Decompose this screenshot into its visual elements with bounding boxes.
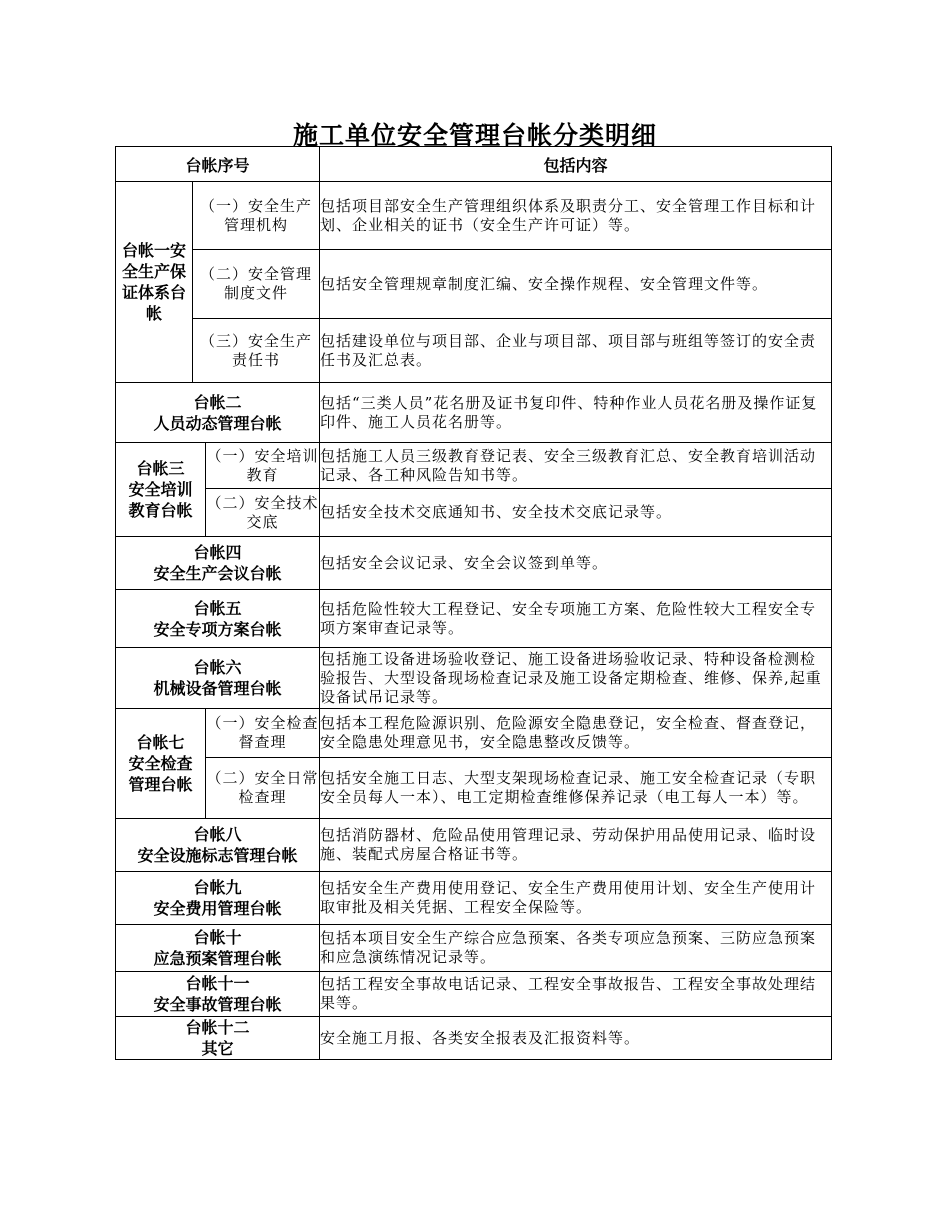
ledger-9-name: 安全费用管理台帐 <box>153 899 282 918</box>
header-contents: 包括内容 <box>320 147 832 182</box>
ledger-2-number: 台帐二 <box>193 392 242 412</box>
table-row <box>116 250 832 319</box>
table-row <box>116 443 832 489</box>
table-header-row <box>116 147 832 182</box>
ledger-3-name-line-1: 安全培训 <box>128 480 193 499</box>
ledger-11-name: 安全事故管理台帐 <box>153 995 282 1014</box>
ledger-7-name-line-1: 安全检查 <box>128 754 193 773</box>
ledger-10-number: 台帐十 <box>193 928 242 947</box>
ledger-12-number: 台帐十二 <box>185 1018 250 1037</box>
ledger-2-label <box>116 383 320 443</box>
table-row <box>116 182 832 250</box>
ledger-7-name-line-2: 管理台帐 <box>128 775 193 794</box>
ledger-12-content: 安全施工月报、各类安全报表及汇报资料等。 <box>320 1017 832 1060</box>
ledger-6-number: 台帐六 <box>193 658 242 677</box>
ledger-7-label <box>116 709 206 819</box>
table-row <box>116 383 832 443</box>
ledger-1-sub-2-content: 包括安全管理规章制度汇编、安全操作规程、安全管理文件等。 <box>320 250 832 319</box>
ledger-8-number: 台帐八 <box>193 825 242 844</box>
ledger-7-sub-1-content: 包括本工程危险源识别、危险源安全隐患登记，安全检查、督查登记，安全隐患处理意见书，安全隐患整改反馈等。 <box>320 709 832 758</box>
ledger-10-content: 包括本项目安全生产综合应急预案、各类专项应急预案、三防应急预案和应急演练情况记录等。 <box>320 925 832 972</box>
ledger-3-name-line-2: 教育台帐 <box>128 501 193 520</box>
ledger-4-content: 包括安全会议记录、安全会议签到单等。 <box>320 537 832 590</box>
ledger-1-name: 台帐一安全生产保证体系台帐 <box>116 182 193 383</box>
table-row <box>116 319 832 383</box>
ledger-10-label <box>116 925 320 972</box>
ledger-4-label <box>116 537 320 590</box>
ledger-5-content: 包括危险性较大工程登记、安全专项施工方案、危险性较大工程安全专项方案审查记录等。 <box>320 590 832 648</box>
ledger-1-sub-3-content: 包括建设单位与项目部、企业与项目部、项目部与班组等签订的安全责任书及汇总表。 <box>320 319 832 383</box>
table-row <box>116 872 832 925</box>
ledger-3-sub-2-content: 包括安全技术交底通知书、安全技术交底记录等。 <box>320 489 832 537</box>
table-row <box>116 758 832 819</box>
table-row <box>116 709 832 758</box>
table-row <box>116 925 832 972</box>
ledger-10-name: 应急预案管理台帐 <box>153 949 282 968</box>
table-row <box>116 972 832 1017</box>
table-row <box>116 648 832 709</box>
ledger-7-sub-1: （一）安全检查督查理 <box>206 709 320 758</box>
ledger-3-sub-1-content: 包括施工人员三级教育登记表、安全三级教育汇总、安全教育培训活动记录、各工种风险告知书等。 <box>320 443 832 489</box>
ledger-3-sub-2: （二）安全技术交底 <box>206 489 320 537</box>
ledger-2-content: 包括“三类人员”花名册及证书复印件、特种作业人员花名册及操作证复印件、施工人员花名册等。 <box>320 383 832 443</box>
ledger-12-name: 其它 <box>201 1039 234 1058</box>
ledger-3-number: 台帐三 <box>136 459 185 478</box>
ledger-11-content: 包括工程安全事故电话记录、工程安全事故报告、工程安全事故处理结果等。 <box>320 972 832 1017</box>
table-row <box>116 590 832 648</box>
ledger-7-sub-2: （二）安全日常检查理 <box>206 758 320 819</box>
ledger-1-sub-1: （一）安全生产管理机构 <box>193 182 320 250</box>
ledger-9-content: 包括安全生产费用使用登记、安全生产费用使用计划、安全生产使用计取审批及相关凭据、工程安全保险等。 <box>320 872 832 925</box>
ledger-4-name: 安全生产会议台帐 <box>153 564 282 583</box>
header-ledger-number: 台帐序号 <box>116 147 320 182</box>
ledger-1-sub-3: （三）安全生产责任书 <box>193 319 320 383</box>
ledger-8-content: 包括消防器材、危险品使用管理记录、劳动保护用品使用记录、临时设施、装配式房屋合格证书等。 <box>320 819 832 872</box>
ledger-table <box>115 146 832 1060</box>
ledger-11-number: 台帐十一 <box>185 974 250 993</box>
table-row <box>116 1017 832 1060</box>
ledger-4-number: 台帐四 <box>193 543 242 562</box>
ledger-5-number: 台帐五 <box>193 598 242 618</box>
table-row <box>116 819 832 872</box>
ledger-5-name: 安全专项方案台帐 <box>153 619 282 639</box>
ledger-7-sub-2-content: 包括安全施工日志、大型支架现场检查记录、施工安全检查记录（专职安全员每人一本）、电工定期检查维修保养记录（电工每人一本）等。 <box>320 758 832 819</box>
ledger-1-sub-1-content: 包括项目部安全生产管理组织体系及职责分工、安全管理工作目标和计划、企业相关的证书（安全生产许可证）等。 <box>320 182 832 250</box>
document-title: 施工单位安全管理台帐分类明细 <box>292 121 657 150</box>
ledger-1-sub-2: （二）安全管理制度文件 <box>193 250 320 319</box>
ledger-6-content: 包括施工设备进场验收登记、施工设备进场验收记录、特种设备检测检验报告、大型设备现场检查记录及施工设备定期检查、维修、保养,起重设备试吊记录等。 <box>320 648 832 709</box>
ledger-11-label <box>116 972 320 1017</box>
ledger-7-number: 台帐七 <box>136 733 185 752</box>
table-row <box>116 537 832 590</box>
ledger-9-number: 台帐九 <box>193 878 242 897</box>
ledger-5-label <box>116 590 320 648</box>
ledger-8-label <box>116 819 320 872</box>
table-row <box>116 489 832 537</box>
ledger-12-label <box>116 1017 320 1060</box>
ledger-3-sub-1: （一）安全培训教育 <box>206 443 320 489</box>
ledger-9-label <box>116 872 320 925</box>
ledger-2-name: 人员动态管理台帐 <box>153 413 282 433</box>
ledger-6-label <box>116 648 320 709</box>
ledger-6-name: 机械设备管理台帐 <box>153 679 282 698</box>
ledger-8-name: 安全设施标志管理台帐 <box>137 846 298 865</box>
ledger-3-label <box>116 443 206 537</box>
